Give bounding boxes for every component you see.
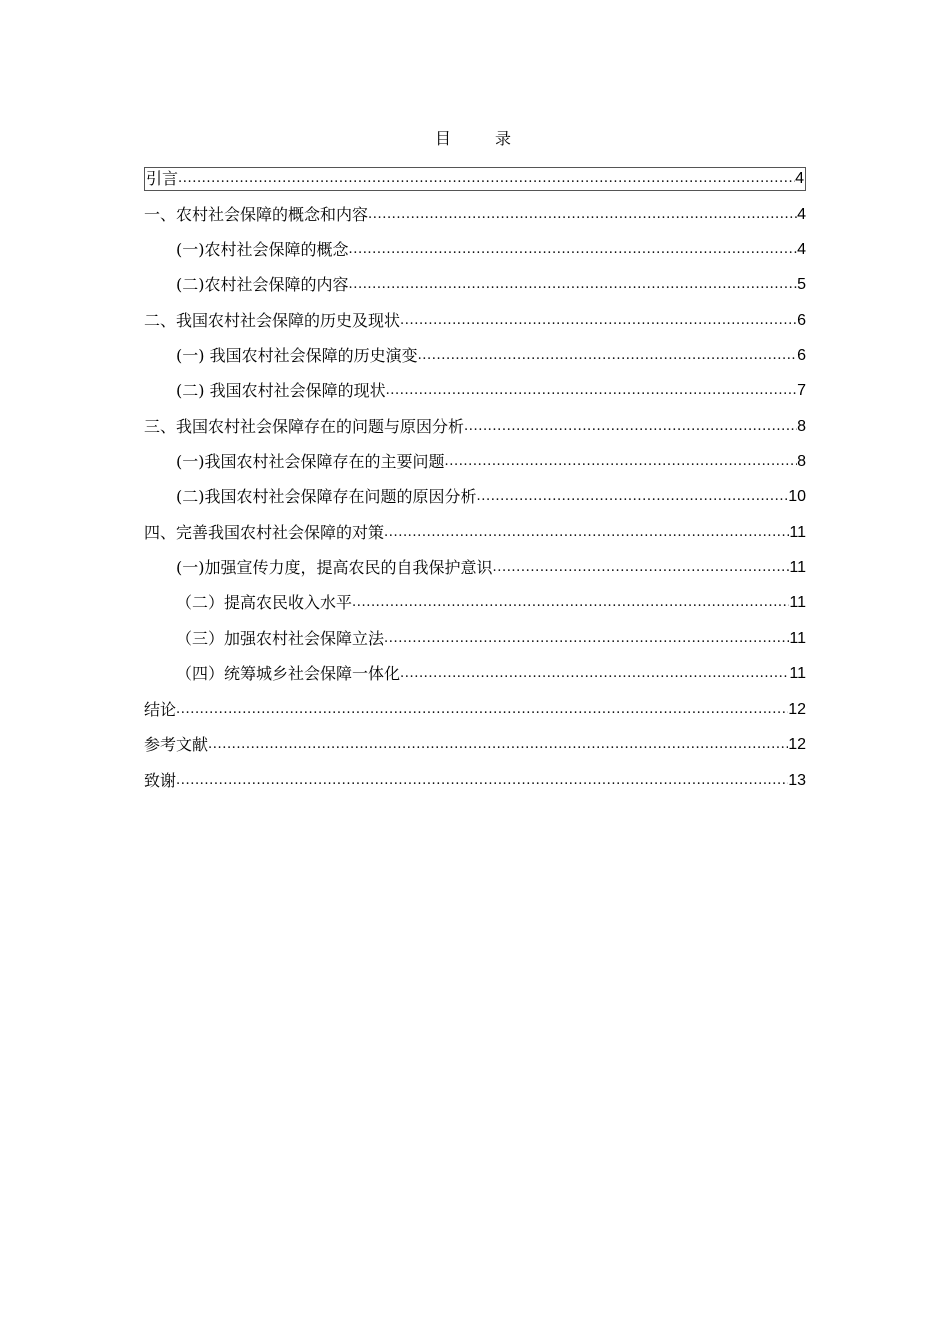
toc-dot-leader [477,486,789,508]
toc-entry-conclusion[interactable] [144,697,806,721]
toc-entry-chapter-1[interactable] [144,202,806,226]
toc-page-number: 4 [797,241,806,258]
toc-entry-acknowledgements[interactable] [144,768,806,792]
toc-dot-leader [384,522,789,544]
toc-entry-text: 四、完善我国农村社会保障的对策 [144,523,385,542]
toc-entry-section-1-1[interactable] [176,237,806,261]
toc-page-number: 8 [797,418,806,435]
toc-entry-text: (一) 我国农村社会保障的历史演变 [176,346,418,365]
toc-dot-leader [208,734,788,756]
toc-dot-leader [349,274,798,296]
toc-dot-leader [464,416,797,438]
toc-entry-text: 引言 [146,169,179,188]
toc-page-number: 6 [797,347,806,364]
toc-entry-text: (二)我国农村社会保障存在问题的原因分析 [176,487,477,506]
toc-page-number: 5 [797,276,806,293]
toc-entry-section-4-3[interactable] [176,626,806,650]
toc-page-number: 7 [797,382,806,399]
toc-entry-text: 二、我国农村社会保障的历史及现状 [144,311,401,330]
toc-entry-text: （二）提高农民收入水平 [176,593,353,612]
toc-entry-section-2-2[interactable] [176,378,806,402]
toc-page-number: 11 [789,630,806,647]
toc-entry-chapter-3[interactable] [144,414,806,438]
toc-dot-leader [386,380,798,402]
toc-entry-section-3-2[interactable] [176,484,806,508]
toc-entry-text: (二) 我国农村社会保障的现状 [176,381,386,400]
toc-dot-leader [400,663,789,685]
toc-entry-text: (一)加强宣传力度，提高农民的自我保护意识 [176,558,493,577]
toc-entry-section-1-2[interactable] [176,272,806,296]
toc-entry-text: (一)我国农村社会保障存在的主要问题 [176,452,445,471]
toc-title: 目 录 [434,129,525,148]
toc-page-number: 4 [795,170,804,187]
toc-entry-text: (二)农村社会保障的内容 [176,275,349,294]
toc-entry-text: 结论 [144,700,177,719]
toc-page-number: 12 [788,701,806,718]
toc-entry-section-2-1[interactable] [176,343,806,367]
toc-page-number: 13 [788,772,806,789]
toc-dot-leader [352,592,789,614]
toc-dot-leader [176,770,788,792]
toc-dot-leader [400,310,797,332]
toc-entry-section-4-4[interactable] [176,661,806,685]
toc-page-number: 12 [788,736,806,753]
toc-dot-leader [493,557,790,579]
toc-dot-leader [368,204,797,226]
toc-entry-section-3-1[interactable] [176,449,806,473]
toc-entry-text: 致谢 [144,771,177,790]
toc-dot-leader [418,345,798,367]
toc-entry-text: 参考文献 [144,735,209,754]
toc-entry-text: （四）统筹城乡社会保障一体化 [176,664,401,683]
toc-dot-leader [176,699,788,721]
toc-dot-leader [384,628,789,650]
toc-page-number: 11 [789,524,806,541]
toc-entry-section-4-2[interactable] [176,590,806,614]
toc-dot-leader [445,451,798,473]
toc-entry-section-4-1[interactable] [176,555,806,579]
toc-entry-text: （三）加强农村社会保障立法 [176,629,385,648]
toc-page-number: 11 [789,559,806,576]
toc-entry-references[interactable] [144,732,806,756]
toc-page-number: 11 [789,594,806,611]
toc-page-number: 4 [797,206,806,223]
toc-page-number: 8 [797,453,806,470]
toc-page-number: 10 [788,488,806,505]
toc-page-number: 11 [789,665,806,682]
toc-entry-introduction[interactable] [144,167,806,191]
toc-dot-leader [178,168,795,190]
toc-entry-text: (一)农村社会保障的概念 [176,240,349,259]
toc-page-number: 6 [797,312,806,329]
toc-entry-chapter-2[interactable] [144,308,806,332]
toc-entry-text: 一、农村社会保障的概念和内容 [144,205,369,224]
toc-entry-chapter-4[interactable] [144,520,806,544]
toc-entry-text: 三、我国农村社会保障存在的问题与原因分析 [144,417,465,436]
toc-dot-leader [349,239,798,261]
